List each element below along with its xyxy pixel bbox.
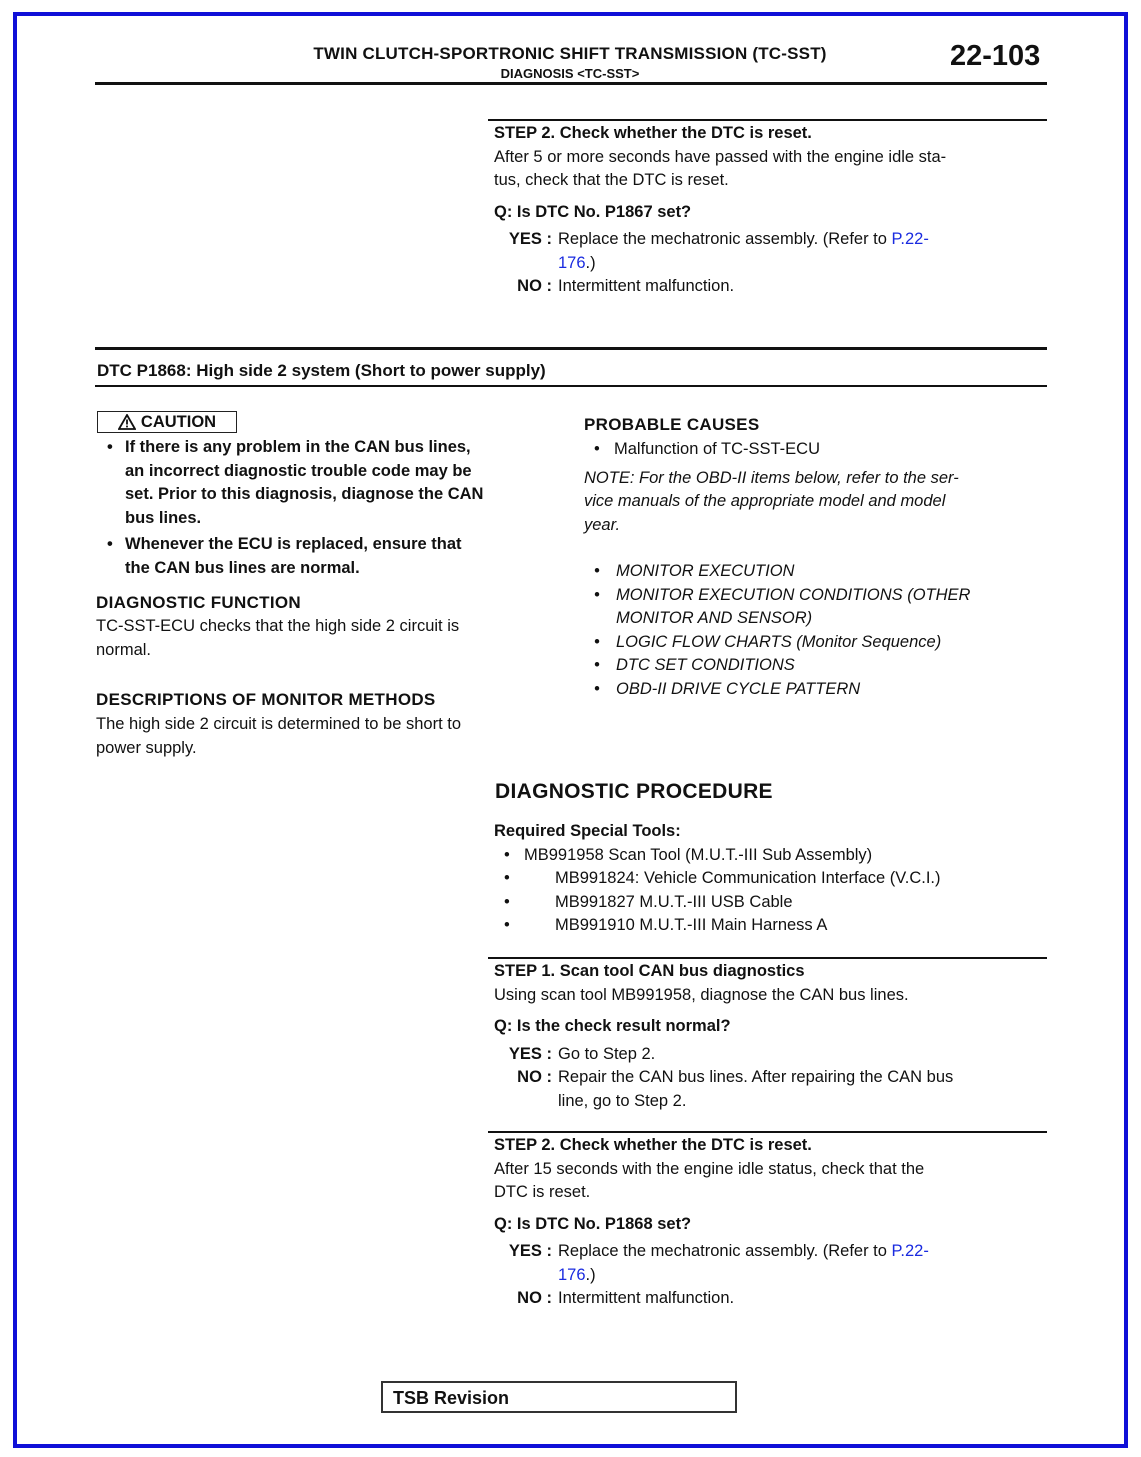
diag-function-text [96,615,556,662]
step1-no-line: Repair the CAN bus lines. After repairing the CAN bus [558,1068,954,1086]
probable-causes-heading: PROBABLE CAUSES [584,415,760,434]
obd-item: • MONITOR EXECUTION CONDITIONS (OTHER [584,584,1044,608]
caution-item-line: set. Prior to this diagnosis, diagnose the CAN [125,485,484,503]
obd-note [584,467,1044,538]
dtc-title: DTC P1868: High side 2 system (Short to power supply) [97,361,546,380]
monitor-methods-line: power supply. [96,738,197,757]
page-number: 22-103 [950,40,1041,72]
top-step2-no-key: NO : [517,277,552,295]
diag-function-heading: DIAGNOSTIC FUNCTION [96,593,301,612]
caution-item-line: an incorrect diagnostic trouble code may be [125,461,472,480]
dtc-rule-bottom [95,385,1047,387]
obd-item: • MONITOR EXECUTION [584,560,1044,584]
obd-item-cont: MONITOR AND SENSOR) [616,609,813,627]
top-step2-text-line1: After 5 or more seconds have passed with the engine idle sta- [494,147,947,166]
tsb-revision-box: TSB Revision [381,1381,737,1413]
caution-item-line: • If there is any problem in the CAN bus lines, [125,438,471,456]
caution-item [97,436,562,530]
step2-no-row [494,1287,1044,1311]
step2-yes-answer [558,1240,1044,1287]
caution-item-line: bus lines. [125,508,202,527]
step1-no-row [494,1066,1046,1113]
header-subtitle: DIAGNOSIS <TC-SST> [500,66,640,81]
step2-question: Q: Is DTC No. P1868 set? [494,1214,692,1233]
step2-yes-text: Replace the mechatronic assembly. (Refer to [558,1242,892,1260]
diag-function-line: TC-SST-ECU checks that the high side 2 circuit is [96,617,460,635]
tool-sub-item: • MB991910 M.U.T.-III Main Harness A [494,914,1044,938]
step1-block [494,960,1046,1113]
step2-text-line2: DTC is reset. [494,1183,591,1201]
tools-heading: Required Special Tools: [494,822,681,840]
step1-title: STEP 1. Scan tool CAN bus diagnostics [494,962,805,980]
step2-block [494,1134,1044,1311]
step2-yes-end: .) [585,1265,596,1284]
step2-title: STEP 2. Check whether the DTC is reset. [494,1136,812,1154]
monitor-methods-heading: DESCRIPTIONS OF MONITOR METHODS [96,690,436,709]
obd-items-list [584,560,1044,701]
top-step2-yes-text: Replace the mechatronic assembly. (Refer to [558,230,892,248]
step1-no-line: line, go to Step 2. [558,1091,687,1110]
step2-ref-link-cont[interactable]: 176 [558,1265,586,1284]
obd-note-line: year. [584,515,621,534]
top-step2-no-row [494,275,1044,299]
caution-item-line: the CAN bus lines are normal. [125,558,360,577]
header-title: TWIN CLUTCH-SPORTRONIC SHIFT TRANSMISSION (TC-SST) [313,44,827,63]
monitor-methods-line: The high side 2 circuit is determined to be short to [96,715,462,733]
warning-triangle-icon [118,414,136,430]
obd-item: • DTC SET CONDITIONS [584,654,1044,678]
top-step2-yes-end: .) [585,253,596,272]
top-step2-ref-link-cont[interactable]: 176 [558,253,586,272]
step2-yes-key: YES : [508,1242,552,1260]
probable-cause-item: • Malfunction of TC-SST-ECU [584,438,1044,462]
step1-text: Using scan tool MB991958, diagnose the CAN bus lines. [494,985,909,1004]
obd-note-line: NOTE: For the OBD-II items below, refer to the ser- [584,468,959,487]
tools-block [494,820,1044,938]
dtc-rule-top [95,347,1047,350]
top-step2-title: STEP 2. Check whether the DTC is reset. [494,124,812,142]
step1-yes-row [494,1043,1046,1067]
monitor-methods-text [96,713,556,760]
diag-function-line: normal. [96,640,152,659]
top-step2-rule [488,119,1047,121]
caution-label: CAUTION [140,412,217,431]
caution-list [97,436,562,580]
step2-text-line1: After 15 seconds with the engine idle status, check that the [494,1159,925,1178]
step1-no-answer [558,1066,1046,1113]
step2-yes-row [494,1240,1044,1287]
top-step2-ref-link[interactable]: P.22- [891,230,929,248]
top-step2-question: Q: Is DTC No. P1867 set? [494,202,692,221]
probable-causes-block [584,438,1044,701]
step1-question: Q: Is the check result normal? [494,1017,731,1035]
step2-rule [488,1131,1047,1133]
top-step2-yes-row [494,228,1044,275]
tool-sub-item: • MB991827 M.U.T.-III USB Cable [494,891,1044,915]
step1-rule [488,957,1047,959]
caution-item [97,533,562,580]
top-step2-no-text: Intermittent malfunction. [558,277,735,295]
caution-item-line: • Whenever the ECU is replaced, ensure that [125,535,462,553]
obd-note-line: vice manuals of the appropriate model and model [584,492,946,510]
procedure-heading: DIAGNOSTIC PROCEDURE [495,780,773,803]
obd-item: • LOGIC FLOW CHARTS (Monitor Sequence) [584,631,1044,655]
top-step2-block [494,122,1044,299]
top-step2-yes-answer [558,228,1044,275]
step2-no-text: Intermittent malfunction. [558,1289,735,1307]
tool-sub-item: • MB991824: Vehicle Communication Interface (V.C.I.) [494,867,1044,891]
obd-item: • OBD-II DRIVE CYCLE PATTERN [584,678,1044,702]
step1-yes-text: Go to Step 2. [558,1044,656,1063]
top-step2-yes-key: YES : [508,230,552,248]
tool-item: • MB991958 Scan Tool (M.U.T.-III Sub Assembly) [494,844,1044,868]
step2-ref-link[interactable]: P.22- [891,1242,929,1260]
step1-yes-key: YES : [508,1044,552,1063]
caution-box [97,411,237,433]
top-step2-text-line2: tus, check that the DTC is reset. [494,171,729,189]
step2-no-key: NO : [517,1289,552,1307]
header-rule [95,82,1047,85]
step1-no-key: NO : [517,1068,552,1086]
